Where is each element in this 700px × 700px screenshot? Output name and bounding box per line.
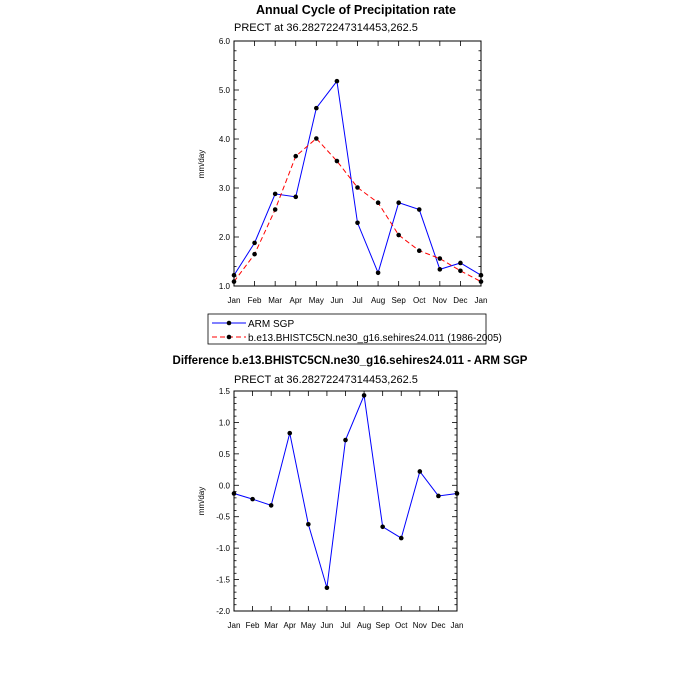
series-line xyxy=(234,395,457,587)
y-tick-label: 0.5 xyxy=(218,449,230,459)
data-point xyxy=(252,252,257,257)
data-point xyxy=(362,393,367,398)
series-layer xyxy=(232,393,460,590)
data-point xyxy=(314,136,319,141)
y-tick-label: 1.0 xyxy=(218,418,230,428)
y-axis-label: mm/day xyxy=(197,149,206,179)
data-point xyxy=(458,269,463,274)
data-point xyxy=(250,497,255,502)
x-tick-label: Sep xyxy=(375,621,390,630)
plot-frame xyxy=(234,391,457,611)
legend-label-arm-sgp: ARM SGP xyxy=(248,319,295,330)
data-point xyxy=(458,261,463,266)
axis-ticks xyxy=(216,387,463,630)
y-tick-label: 6.0 xyxy=(218,37,230,46)
series-line xyxy=(234,139,481,282)
data-point xyxy=(325,585,330,590)
data-point xyxy=(417,248,422,253)
data-point xyxy=(417,207,422,212)
annual-cycle-chart xyxy=(197,3,502,344)
data-point xyxy=(293,195,298,200)
y-tick-label: -1.0 xyxy=(216,544,230,554)
data-point xyxy=(293,154,298,159)
data-point xyxy=(479,273,484,278)
series-layer xyxy=(232,79,484,284)
x-tick-label: Jan xyxy=(474,296,488,305)
data-point xyxy=(314,106,319,111)
x-tick-label: Jul xyxy=(340,621,351,630)
x-tick-label: Sep xyxy=(391,296,406,305)
data-point xyxy=(343,438,348,443)
y-tick-label: 5.0 xyxy=(218,86,230,95)
y-tick-label: 4.0 xyxy=(218,135,230,144)
legend-entry-arm-sgp xyxy=(212,319,294,330)
y-tick-label: 1.5 xyxy=(218,387,230,396)
x-tick-label: Jun xyxy=(330,296,344,305)
legend xyxy=(208,314,502,344)
x-tick-label: Jan xyxy=(227,621,241,630)
data-point xyxy=(287,431,292,436)
chart-title: Annual Cycle of Precipitation rate xyxy=(255,3,457,17)
chart-title: Difference b.e13.BHISTC5CN.ne30_g16.sehires24.011 - ARM SGP xyxy=(172,355,528,367)
data-point xyxy=(376,200,381,205)
y-tick-label: 2.0 xyxy=(218,233,230,242)
legend-label-model: b.e13.BHISTC5CN.ne30_g16.sehires24.011 (1986-2005) xyxy=(248,333,502,344)
series-line xyxy=(234,81,481,275)
data-point xyxy=(438,256,443,261)
chart-subtitle: PRECT at 36.28272247314453,262.5 xyxy=(234,374,418,386)
x-tick-label: Apr xyxy=(283,621,296,630)
x-tick-label: Dec xyxy=(453,296,468,305)
y-tick-label: 1.0 xyxy=(218,282,230,291)
data-point xyxy=(479,279,484,284)
x-tick-label: Aug xyxy=(356,621,372,630)
data-point xyxy=(273,192,278,197)
x-tick-label: Mar xyxy=(264,621,279,630)
data-point xyxy=(269,503,274,508)
x-tick-label: Nov xyxy=(412,621,427,630)
x-tick-label: Feb xyxy=(247,296,262,305)
chart-subtitle: PRECT at 36.28272247314453,262.5 xyxy=(234,22,418,34)
x-tick-label: May xyxy=(300,621,316,630)
difference-chart xyxy=(173,355,528,630)
axis-ticks xyxy=(219,37,488,305)
data-point xyxy=(436,494,441,499)
data-point xyxy=(355,220,360,225)
y-tick-label: -2.0 xyxy=(216,607,230,616)
data-point xyxy=(355,185,360,190)
legend-entry-model xyxy=(212,333,502,344)
x-tick-label: Jan xyxy=(227,296,241,305)
data-point xyxy=(335,79,340,84)
data-point xyxy=(396,200,401,205)
data-point xyxy=(455,491,460,496)
data-point xyxy=(232,491,237,496)
x-tick-label: Jan xyxy=(450,621,464,630)
y-axis-label: mm/day xyxy=(197,486,206,516)
y-tick-label: -1.5 xyxy=(216,575,230,585)
data-point xyxy=(438,267,443,272)
data-point xyxy=(232,273,237,278)
x-tick-label: Dec xyxy=(431,621,446,630)
x-tick-label: Oct xyxy=(413,296,426,305)
legend-marker-arm-sgp xyxy=(227,321,232,326)
data-point xyxy=(306,522,311,527)
data-point xyxy=(232,279,237,284)
x-tick-label: Apr xyxy=(289,296,302,305)
data-point xyxy=(376,270,381,275)
x-tick-label: Nov xyxy=(432,296,447,305)
legend-marker-model xyxy=(227,335,232,340)
data-point xyxy=(273,207,278,212)
x-tick-label: Aug xyxy=(370,296,386,305)
data-point xyxy=(380,524,385,529)
x-tick-label: Jul xyxy=(352,296,363,305)
data-point xyxy=(335,159,340,164)
x-tick-label: Jun xyxy=(320,621,334,630)
plot-frame xyxy=(234,41,481,286)
x-tick-label: Mar xyxy=(268,296,283,305)
data-point xyxy=(396,233,401,238)
y-tick-label: 3.0 xyxy=(218,184,230,193)
x-tick-label: Oct xyxy=(395,621,408,630)
x-tick-label: Feb xyxy=(245,621,260,630)
data-point xyxy=(399,536,404,541)
y-tick-label: -0.5 xyxy=(216,512,230,522)
data-point xyxy=(418,469,423,474)
y-tick-label: 0.0 xyxy=(218,481,230,491)
data-point xyxy=(252,241,257,246)
x-tick-label: May xyxy=(308,296,324,305)
